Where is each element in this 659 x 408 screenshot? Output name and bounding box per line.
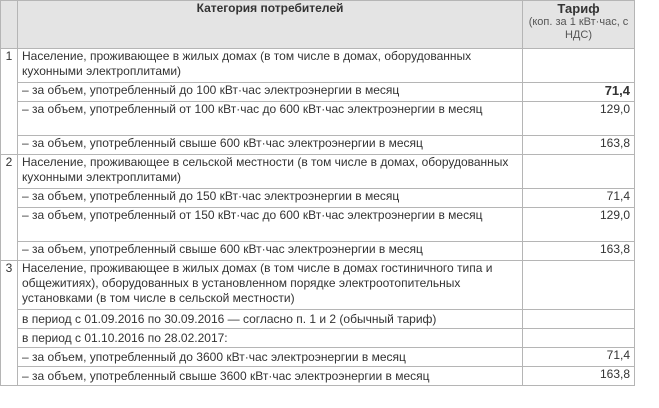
header-category: Категория потребителей bbox=[18, 1, 523, 49]
row-label: – за объем, употребленный до 150 кВт·час электроэнергии в месяц bbox=[18, 189, 523, 208]
period-1-note: в период с 01.09.2016 по 30.09.2016 — согласно п. 1 и 2 (обычный тариф) bbox=[18, 310, 523, 329]
group-2-title: Население, проживающее в сельской местности (в том числе в домах, оборудованных кухонными электроплитами) bbox=[18, 155, 523, 189]
row-value: 163,8 bbox=[523, 367, 635, 386]
row-label: – за объем, употребленный до 100 кВт·час электроэнергии в месяц bbox=[18, 83, 523, 102]
group-2-number: 2 bbox=[1, 155, 18, 261]
row-label: – за объем, употребленный свыше 3600 кВт·час электроэнергии в месяц bbox=[18, 367, 523, 386]
period-2-note: в период с 01.10.2016 по 28.02.2017: bbox=[18, 329, 523, 348]
row-value: 71,4 bbox=[523, 83, 635, 102]
group-3-title: Население, проживающее в жилых домах (в том числе в домах гостиничного типа и общежитиях), оборудованных в установленном порядке электроотопительных установками (в том числе в сельской местности) bbox=[18, 261, 523, 310]
row-value: 71,4 bbox=[523, 348, 635, 367]
row-value: 129,0 bbox=[523, 208, 635, 242]
table-row bbox=[1, 348, 635, 367]
row-value: 163,8 bbox=[523, 242, 635, 261]
group-1-number: 1 bbox=[1, 49, 18, 155]
group-1-title-row bbox=[1, 49, 635, 83]
group-3-number: 3 bbox=[1, 261, 18, 386]
row-value: 71,4 bbox=[523, 189, 635, 208]
empty-cell bbox=[523, 49, 635, 83]
row-value: 163,8 bbox=[523, 136, 635, 155]
row-label: – за объем, употребленный свыше 600 кВт·час электроэнергии в месяц bbox=[18, 242, 523, 261]
row-label: – за объем, употребленный свыше 600 кВт·час электроэнергии в месяц bbox=[18, 136, 523, 155]
empty-cell bbox=[523, 261, 635, 310]
table-row bbox=[1, 367, 635, 386]
header-number-cell bbox=[1, 1, 18, 49]
group-3-title-row bbox=[1, 261, 635, 310]
table-header-row bbox=[1, 1, 635, 49]
table-row bbox=[1, 208, 635, 242]
group-1-title: Население, проживающее в жилых домах (в том числе в домах, оборудованных кухонными электроплитами) bbox=[18, 49, 523, 83]
row-label: – за объем, употребленный до 3600 кВт·час электроэнергии в месяц bbox=[18, 348, 523, 367]
row-label: – за объем, употребленный от 150 кВт·час до 600 кВт·час электроэнергии в месяц bbox=[18, 208, 523, 242]
row-value: 129,0 bbox=[523, 102, 635, 136]
table-row bbox=[1, 329, 635, 348]
table-row bbox=[1, 242, 635, 261]
header-tariff-unit: (коп. за 1 кВт·час, с НДС) bbox=[528, 16, 629, 41]
row-label: – за объем, употребленный от 100 кВт·час до 600 кВт·час электроэнергии в месяц bbox=[18, 102, 523, 136]
empty-cell bbox=[523, 329, 635, 348]
empty-cell bbox=[523, 155, 635, 189]
group-2-title-row bbox=[1, 155, 635, 189]
table-row bbox=[1, 310, 635, 329]
header-tariff bbox=[523, 1, 635, 49]
table-row bbox=[1, 83, 635, 102]
table-row bbox=[1, 102, 635, 136]
header-tariff-title: Тариф bbox=[557, 1, 600, 16]
empty-cell bbox=[523, 310, 635, 329]
table-row bbox=[1, 136, 635, 155]
table-row bbox=[1, 189, 635, 208]
